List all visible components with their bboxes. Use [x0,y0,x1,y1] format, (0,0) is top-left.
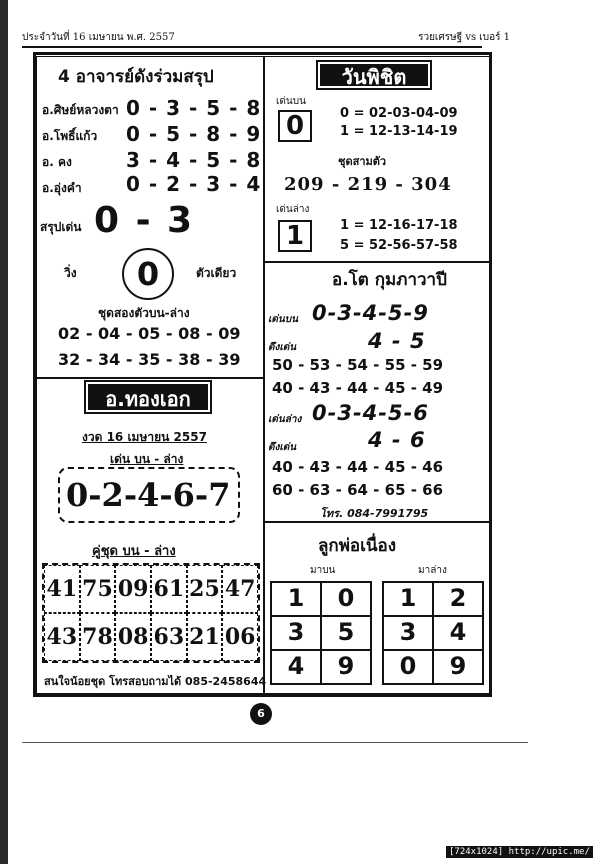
lukpho-cell: 3 [383,616,433,650]
to-top-pick-label: ดึงเด่น [268,342,297,353]
pair-title: ชุดสองตัวบน-ล่าง [98,306,190,320]
issue-date: ประจำวันที่ 16 เมษายน พ.ศ. 2557 [22,32,175,43]
teacher-digits: 0 - 5 - 8 - 9 [126,122,262,146]
lukpho-cell: 5 [321,616,371,650]
pair-cell: 41 [44,565,80,613]
lukpho-cell: 2 [433,582,483,616]
summary-title: 4 อาจารย์ดังร่วมสรุป [58,67,214,87]
lukpho-left-grid [270,581,372,685]
pair-cell: 21 [187,613,223,661]
teacher-name: อ.ศิษย์หลวงตา [42,103,119,117]
top-label: เด่นบน [276,96,306,107]
draw-label: งวด 16 เมษายน 2557 [82,430,207,444]
bottom-line: 5 = 52-56-57-58 [340,238,458,253]
pair-cell: 09 [115,565,151,613]
pair-cell: 06 [222,613,258,661]
thongek-digits: 0-2-4-6-7 [66,476,231,514]
pair-cell: 78 [80,613,116,661]
pair-cell: 25 [187,565,223,613]
play-label: เด่น บน - ล่าง [110,452,184,466]
top-line: 1 = 12-13-14-19 [340,124,458,139]
image-host-watermark[interactable]: [724x1024] http://upic.me/ [446,846,593,858]
lukpho-cell: 3 [271,616,321,650]
page-bottom-edge [22,742,528,743]
teacher-digits: 0 - 3 - 5 - 8 [126,96,262,120]
lukpho-cell: 0 [383,650,433,684]
lukpho-right-grid [382,581,484,685]
pairs-label: คู่ชุด บน - ล่าง [92,544,176,559]
pair-cell: 47 [222,565,258,613]
teacher-name: อ.อุ่งคำ [42,181,82,195]
contact-line: สนใจน้อยชุด โทรสอบถามได้ 085-2458644 [44,675,267,688]
lukpho-left-label: มาบน [310,565,336,576]
top-line: 0 = 02-03-04-09 [340,106,458,121]
teacher-name: อ. คง [42,155,72,169]
page-number: 6 [250,703,272,725]
lukpho-cell: 4 [271,650,321,684]
pair-cell: 43 [44,613,80,661]
to-bottom-row: 40 - 43 - 44 - 45 - 46 [272,458,444,476]
set3-title: ชุดสามตัว [338,155,387,168]
to-bottom-pick-label: ดึงเด่น [268,442,297,453]
lukpho-title: ลูกพ่อเนื่อง [318,536,397,556]
set3-digits: 209 - 219 - 304 [284,174,452,195]
pair-row: 32 - 34 - 35 - 38 - 39 [58,350,241,369]
to-top-row: 50 - 53 - 54 - 55 - 59 [272,356,444,374]
pair-cell: 63 [151,613,187,661]
to-phone: โทร. 084-7991795 [320,507,429,520]
lukpho-cell: 1 [271,582,321,616]
to-title: อ.โต กุมภาวาปี [332,270,447,290]
teacher-digits: 0 - 2 - 3 - 4 [126,172,262,196]
to-bottom-digits: 0-3-4-5-6 [312,401,429,425]
lukpho-cell: 0 [321,582,371,616]
to-top-digits: 0-3-4-5-9 [312,301,429,325]
pair-row: 02 - 04 - 05 - 08 - 09 [58,324,241,343]
run-digit-circle: 0 [122,248,174,300]
lukpho-cell: 1 [383,582,433,616]
pair-cell: 61 [151,565,187,613]
to-top-row: 40 - 43 - 44 - 45 - 49 [272,379,444,397]
vanpichit-banner: วันพิชิต [318,62,430,88]
to-bottom-row: 60 - 63 - 64 - 65 - 66 [272,481,444,499]
top-digit-box: 0 [278,110,312,142]
lukpho-cell: 9 [321,650,371,684]
teacher-digits: 3 - 4 - 5 - 8 [126,148,262,172]
summary-digits: 0 - 3 [94,200,195,241]
pair-cell: 75 [80,565,116,613]
lukpho-cell: 9 [433,650,483,684]
lukpho-right-label: มาล่าง [418,565,447,576]
to-bottom-pick: 4 - 6 [368,428,426,452]
to-top-pick: 4 - 5 [368,329,426,353]
to-top-label: เด่นบน [268,314,298,325]
bottom-line: 1 = 12-16-17-18 [340,218,458,233]
to-bottom-label: เด่นล่าง [268,414,302,425]
pairs-grid [42,563,260,663]
bottom-label: เด่นล่าง [276,204,310,215]
header-rule [22,46,482,48]
publication-name: รวยเศรษฐี vs เบอร์ 1 [418,32,510,43]
single-label: ตัวเดียว [196,266,237,280]
run-label: วิ่ง [64,266,77,280]
summary-label: สรุปเด่น [40,220,82,234]
scan-edge [0,0,8,864]
pair-cell: 08 [115,613,151,661]
bottom-digit-box: 1 [278,220,312,252]
thongek-banner: อ.ทองเอก [86,382,210,412]
teacher-name: อ.โพธิ์แก้ว [42,129,98,143]
lukpho-cell: 4 [433,616,483,650]
